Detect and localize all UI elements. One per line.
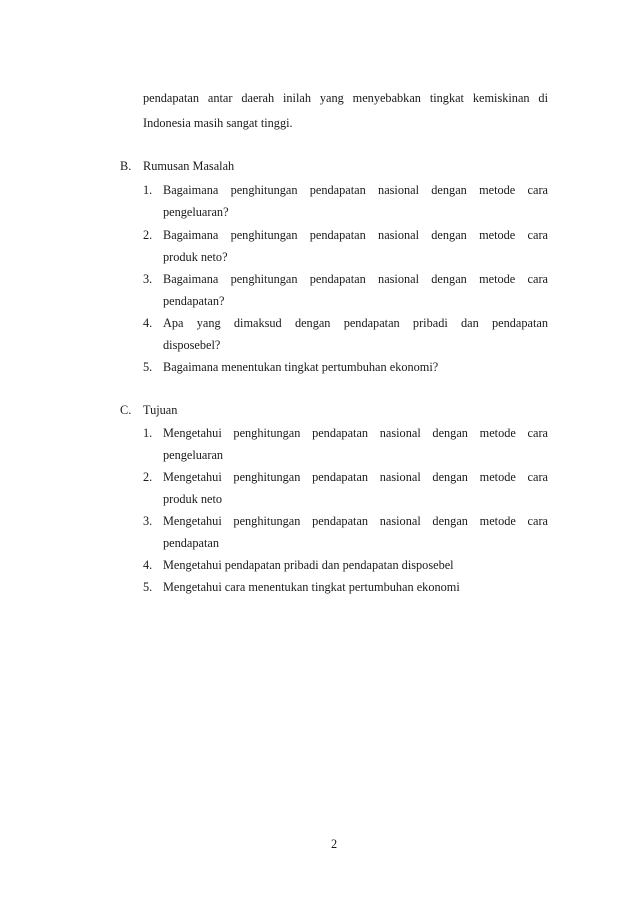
section-b-item-1-num: 1. (143, 183, 153, 197)
section-b-item-3-line-2: pendapatan? (163, 294, 225, 308)
section-b-item-3-num: 3. (143, 272, 153, 286)
section-b-item-4-line-1: Apa yang dimaksud dengan pendapatan pribadi dan pendapatan (163, 316, 548, 330)
section-c-item-4-num: 4. (143, 558, 153, 572)
section-b-item-1-line-1: Bagaimana penghitungan pendapatan nasional dengan metode cara (163, 183, 548, 197)
section-c-item-2-line-1: Mengetahui penghitungan pendapatan nasional dengan metode cara (163, 470, 548, 484)
section-b-item-3-line-1: Bagaimana penghitungan pendapatan nasional dengan metode cara (163, 272, 548, 286)
section-c-item-5-line-1: Mengetahui cara menentukan tingkat pertumbuhan ekonomi (163, 580, 460, 594)
intro-line-2: Indonesia masih sangat tinggi. (143, 116, 293, 130)
section-b-item-5-line-1: Bagaimana menentukan tingkat pertumbuhan ekonomi? (163, 360, 439, 374)
section-b-item-2-num: 2. (143, 228, 153, 242)
section-c-item-3-num: 3. (143, 514, 153, 528)
section-c-item-1-num: 1. (143, 426, 153, 440)
section-c-item-3-line-1: Mengetahui penghitungan pendapatan nasional dengan metode cara (163, 514, 548, 528)
section-c-item-2-line-2: produk neto (163, 492, 223, 506)
section-b-item-4-num: 4. (143, 316, 153, 330)
section-c-item-2-num: 2. (143, 470, 153, 484)
section-c-marker: C. (120, 403, 132, 417)
section-c-item-4-line-1: Mengetahui pendapatan pribadi dan pendapatan disposebel (163, 558, 454, 572)
section-c-heading: Tujuan (143, 403, 178, 417)
section-c-item-5-num: 5. (143, 580, 153, 594)
section-c-item-1-line-1: Mengetahui penghitungan pendapatan nasional dengan metode cara (163, 426, 548, 440)
intro-line-1: pendapatan antar daerah inilah yang menyebabkan tingkat kemiskinan di (143, 91, 548, 105)
section-c-item-1-line-2: pengeluaran (163, 448, 224, 462)
section-b-heading: Rumusan Masalah (143, 159, 235, 173)
section-b-item-5-num: 5. (143, 360, 153, 374)
section-b-item-1-line-2: pengeluaran? (163, 205, 229, 219)
page-number: 2 (331, 837, 338, 851)
section-b-item-4-line-2: disposebel? (163, 338, 221, 352)
section-c-item-3-line-2: pendapatan (163, 536, 219, 550)
section-b-item-2-line-2: produk neto? (163, 250, 228, 264)
section-b-item-2-line-1: Bagaimana penghitungan pendapatan nasional dengan metode cara (163, 228, 548, 242)
section-b-marker: B. (120, 159, 132, 173)
